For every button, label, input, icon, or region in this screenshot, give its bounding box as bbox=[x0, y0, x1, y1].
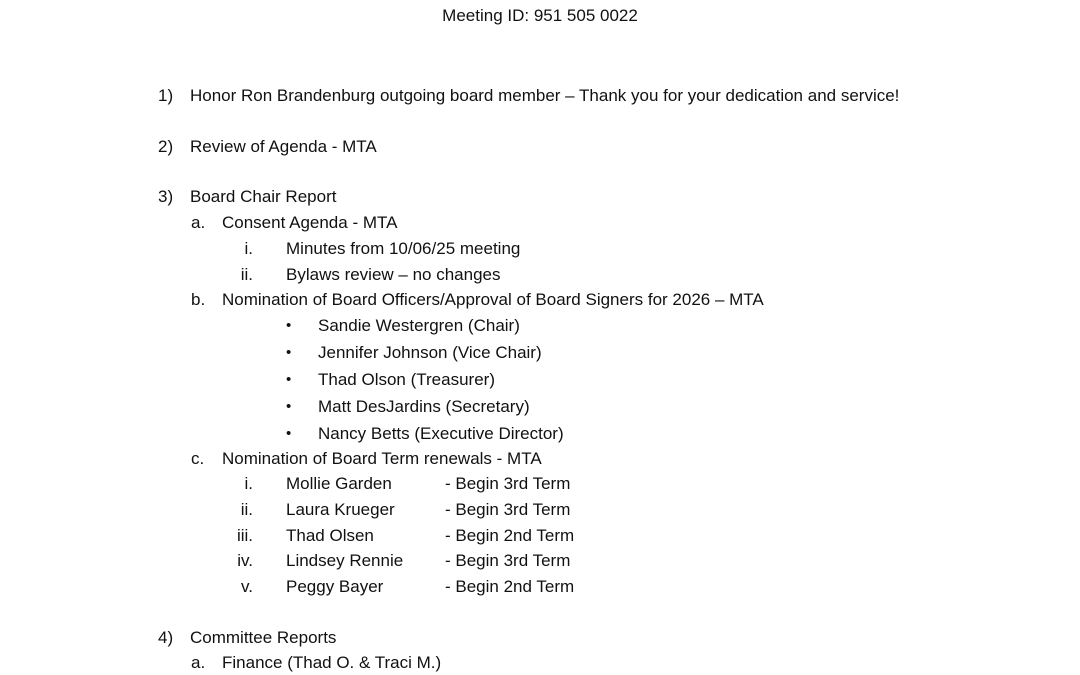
member-name: Peggy Bayer bbox=[286, 577, 384, 596]
roman-numeral: i. bbox=[244, 239, 253, 258]
bullet-text: Nancy Betts (Executive Director) bbox=[318, 424, 564, 443]
subitem-letter: a. bbox=[191, 653, 206, 672]
member-name: Thad Olsen bbox=[286, 526, 374, 545]
term-label: - Begin 2nd Term bbox=[445, 577, 575, 596]
member-name: Laura Krueger bbox=[286, 500, 395, 519]
agenda-item-text: Committee Reports bbox=[190, 628, 337, 647]
roman-numeral: i. bbox=[244, 474, 253, 493]
subitem-letter: c. bbox=[191, 449, 205, 468]
agenda-item-number: 1) bbox=[158, 86, 174, 105]
subitem-text: Bylaws review – no changes bbox=[286, 265, 501, 284]
bullet-glyph: • bbox=[286, 317, 292, 334]
member-name: Lindsey Rennie bbox=[286, 551, 404, 570]
subitem-text: Consent Agenda - MTA bbox=[222, 213, 398, 232]
agenda-item-number: 2) bbox=[158, 137, 174, 156]
bullet-text: Thad Olson (Treasurer) bbox=[318, 370, 495, 389]
agenda-item-text: Review of Agenda - MTA bbox=[190, 137, 377, 156]
roman-numeral: ii. bbox=[240, 500, 253, 519]
meeting-id: Meeting ID: 951 505 0022 bbox=[442, 6, 638, 25]
member-name: Mollie Garden bbox=[286, 474, 392, 493]
bullet-text: Jennifer Johnson (Vice Chair) bbox=[318, 343, 542, 362]
bullet-glyph: • bbox=[286, 344, 292, 361]
roman-numeral: v. bbox=[241, 577, 253, 596]
subitem-text: Minutes from 10/06/25 meeting bbox=[286, 239, 521, 258]
subitem-letter: b. bbox=[191, 290, 206, 309]
subitem-text: Nomination of Board Officers/Approval of Board Signers for 2026 – MTA bbox=[222, 290, 764, 309]
bullet-glyph: • bbox=[286, 425, 292, 442]
term-label: - Begin 3rd Term bbox=[445, 500, 571, 519]
bullet-glyph: • bbox=[286, 398, 292, 415]
roman-numeral: iv. bbox=[237, 551, 253, 570]
agenda-item-text: Board Chair Report bbox=[190, 187, 337, 206]
agenda-item-number: 3) bbox=[158, 187, 174, 206]
subitem-text: Nomination of Board Term renewals - MTA bbox=[222, 449, 542, 468]
term-label: - Begin 2nd Term bbox=[445, 526, 575, 545]
bullet-glyph: • bbox=[286, 371, 292, 388]
term-label: - Begin 3rd Term bbox=[445, 551, 571, 570]
bullet-text: Sandie Westergren (Chair) bbox=[318, 316, 520, 335]
roman-numeral: ii. bbox=[240, 265, 253, 284]
term-label: - Begin 3rd Term bbox=[445, 474, 571, 493]
roman-numeral: iii. bbox=[236, 526, 253, 545]
subitem-letter: a. bbox=[191, 213, 206, 232]
agenda-item-text: Honor Ron Brandenburg outgoing board member – Thank you for your dedication and service! bbox=[190, 86, 900, 105]
bullet-text: Matt DesJardins (Secretary) bbox=[318, 397, 530, 416]
subitem-text: Finance (Thad O. & Traci M.) bbox=[222, 653, 442, 672]
agenda-item-number: 4) bbox=[158, 628, 174, 647]
